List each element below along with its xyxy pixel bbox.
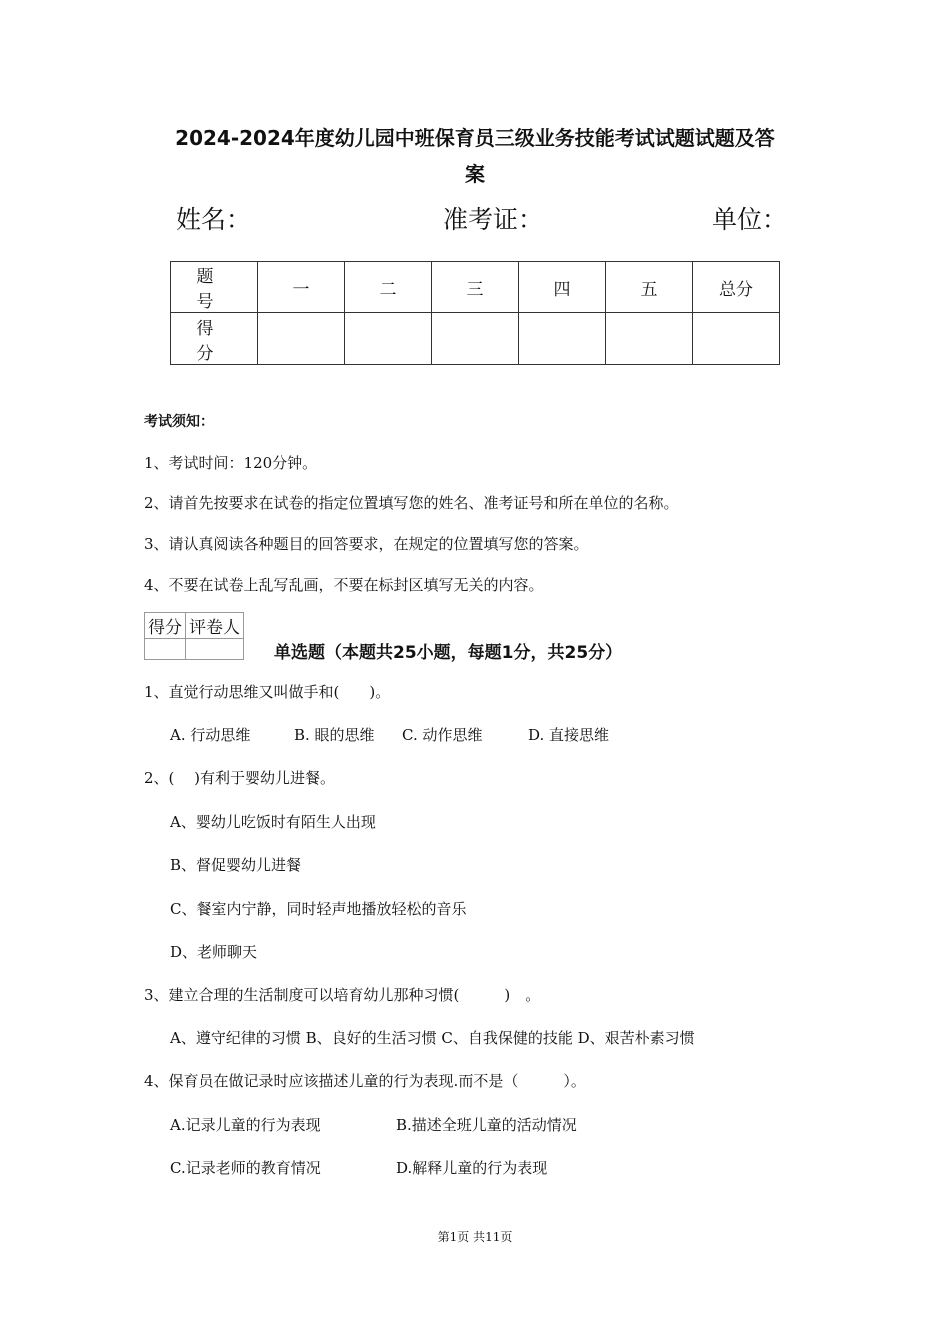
name-field-label: 姓名： [176, 205, 252, 234]
score-table-score-row [171, 313, 780, 365]
question-1-option-c: C. 动作思维 [402, 726, 483, 744]
question-2-option-b: B、督促婴幼儿进餐 [170, 856, 302, 874]
notice-heading: 考试须知： [144, 414, 214, 430]
notice-item-3: 3、请认真阅读各种题目的回答要求，在规定的位置填写您的答案。 [144, 535, 589, 553]
score-cell-2 [345, 313, 432, 365]
question-4-option-b: B.描述全班儿童的活动情况 [396, 1116, 577, 1134]
score-cell-4 [519, 313, 606, 365]
question-4-stem: 4、保育员在做记录时应该描述儿童的行为表现.而不是（ ）。 [144, 1072, 586, 1090]
title-line-2: 案 [465, 162, 485, 186]
exam-id-field-label: 准考证： [443, 205, 544, 234]
question-4-option-d: D.解释儿童的行为表现 [396, 1159, 548, 1177]
grader-score-label: 得分 [145, 613, 186, 639]
score-table-col-3: 三 [432, 262, 519, 313]
question-2-stem: 2、( )有利于婴幼儿进餐。 [144, 769, 336, 787]
notice-item-1: 1、考试时间：120分钟。 [144, 454, 318, 472]
notice-item-4: 4、不要在试卷上乱写乱画，不要在标封区填写无关的内容。 [144, 576, 544, 594]
score-table-col-4: 四 [519, 262, 606, 313]
question-1-option-a: A. 行动思维 [170, 726, 251, 744]
question-1-option-d: D. 直接思维 [528, 726, 610, 744]
score-table-header-label: 题 号 [171, 262, 258, 313]
question-2-option-a: A、婴幼儿吃饭时有陌生人出现 [170, 813, 376, 831]
question-2-option-d: D、老师聊天 [170, 943, 258, 961]
question-4-option-a: A.记录儿童的行为表现 [170, 1116, 321, 1134]
question-2-option-c: C、餐室内宁静，同时轻声地播放轻松的音乐 [170, 900, 467, 918]
question-1-option-b: B. 眼的思维 [294, 726, 375, 744]
score-table [170, 261, 780, 365]
question-3-stem: 3、建立合理的生活制度可以培育幼儿那种习惯( ) 。 [144, 986, 541, 1004]
score-table-score-label: 得 分 [171, 313, 258, 365]
score-table-col-1: 一 [258, 262, 345, 313]
question-1-stem: 1、直觉行动思维又叫做手和( )。 [144, 683, 391, 701]
score-cell-total [693, 313, 780, 365]
score-table-col-2: 二 [345, 262, 432, 313]
question-3-options: A、遵守纪律的习惯 B、良好的生活习惯 C、自我保健的技能 D、艰苦朴素习惯 [170, 1029, 695, 1047]
score-table-header-row [171, 262, 780, 313]
score-table-col-5: 五 [606, 262, 693, 313]
grader-score-cell [145, 639, 186, 660]
page-footer: 第1页 共11页 [437, 1230, 513, 1244]
question-4-option-c: C.记录老师的教育情况 [170, 1159, 321, 1177]
notice-item-2: 2、请首先按要求在试卷的指定位置填写您的姓名、准考证号和所在单位的名称。 [144, 494, 679, 512]
section-heading: 单选题（本题共25小题，每题1分，共25分） [274, 643, 623, 663]
document-title [120, 120, 830, 192]
score-cell-5 [606, 313, 693, 365]
grader-reviewer-cell [186, 639, 244, 660]
score-table-col-total: 总分 [693, 262, 780, 313]
title-line-1: 2024-2024年度幼儿园中班保育员三级业务技能考试试题试题及答 [175, 126, 775, 150]
score-cell-3 [432, 313, 519, 365]
grader-reviewer-label: 评卷人 [186, 613, 244, 639]
grader-box [144, 612, 244, 660]
score-cell-1 [258, 313, 345, 365]
unit-field-label: 单位： [712, 205, 788, 234]
